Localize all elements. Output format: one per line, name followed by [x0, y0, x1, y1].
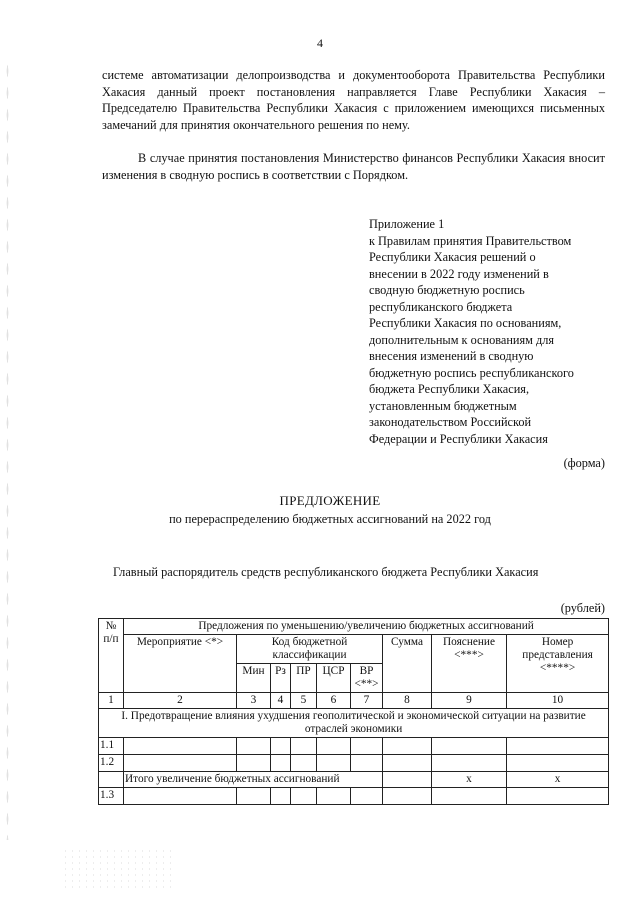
cell: [317, 755, 351, 772]
cell: [271, 755, 291, 772]
table-row: [99, 788, 609, 805]
column-number: 1: [99, 693, 124, 709]
appendix-line: Республики Хакасия по основаниям,: [369, 316, 562, 330]
scan-noise-artifact: [62, 848, 172, 888]
cell: [351, 755, 383, 772]
cell: [124, 738, 237, 755]
appendix-line: Федерации и Республики Хакасия: [369, 431, 548, 446]
total-label: Итого увеличение бюджетных ассигнований: [124, 772, 383, 788]
appendix-line: внесении в 2022 году изменений в: [369, 266, 549, 281]
header-submission: Номер представления <****>: [507, 635, 609, 693]
section-title: I. Предотвращение влияния ухудшения геополитической и экономической ситуации на развитие отраслей экономики: [99, 709, 609, 738]
cell: [507, 738, 609, 755]
column-number: 7: [351, 693, 383, 709]
cell: [99, 772, 124, 788]
column-number-row: [99, 693, 609, 709]
cell: [317, 788, 351, 805]
header-min: Мин: [237, 664, 271, 693]
appendix-line: Приложение 1: [369, 217, 445, 231]
column-number: 2: [124, 693, 237, 709]
row-number: 1.3: [99, 788, 124, 805]
cell: [351, 738, 383, 755]
total-row: [99, 772, 609, 788]
appendix-line: законодательством Российской: [369, 415, 532, 429]
column-number: 5: [291, 693, 317, 709]
form-label: (форма): [563, 456, 605, 470]
header-rz: Рз: [271, 664, 291, 693]
header-event: Мероприятие <*>: [124, 635, 237, 693]
scan-margin-artifact: [6, 60, 9, 840]
header-csr: ЦСР: [317, 664, 351, 693]
cell: [237, 755, 271, 772]
proposal-table: [98, 618, 609, 805]
table-row: [99, 755, 609, 772]
cell: [507, 788, 609, 805]
header-sum: Сумма: [383, 635, 432, 693]
row-number: 1.1: [99, 738, 124, 755]
cell: [432, 788, 507, 805]
header-note: Пояснение <***>: [432, 635, 507, 693]
cell: [383, 755, 432, 772]
row-number: 1.2: [99, 755, 124, 772]
appendix-line: бюджетную роспись республиканского: [369, 365, 574, 380]
header-pr: ПР: [291, 664, 317, 693]
column-number: 8: [383, 693, 432, 709]
header-budget-code: Код бюджетной классификации: [237, 635, 383, 664]
cell: [237, 738, 271, 755]
cell: [383, 738, 432, 755]
cell: [124, 755, 237, 772]
units-label: (рублей): [560, 601, 605, 615]
column-number: 3: [237, 693, 271, 709]
appendix-line: к Правилам принятия Правительством: [369, 233, 572, 248]
column-number: 9: [432, 693, 507, 709]
table-row: [99, 738, 609, 755]
cell: [317, 738, 351, 755]
paragraph-continuation: системе автоматизации делопроизводства и документооборота Правительства Республики Хакасия данный проект постановления направляется Главе Республики Хакасия – Председателю Правительства Республики Хакасия с приложением имеющихся письменных замечаний для принятия окончательного решения по нему.: [102, 68, 605, 132]
appendix-line: установленным бюджетным: [369, 398, 517, 413]
table-header-row: [99, 635, 609, 664]
cell: [432, 738, 507, 755]
column-number: 4: [271, 693, 291, 709]
page-number: 4: [317, 36, 323, 50]
header-num: № п/п: [99, 619, 124, 693]
total-note: x: [432, 772, 507, 788]
appendix-line: бюджета Республики Хакасия,: [369, 382, 530, 396]
cell: [507, 755, 609, 772]
cell: [124, 788, 237, 805]
cell: [291, 738, 317, 755]
cell: [271, 738, 291, 755]
section-row: [99, 709, 609, 738]
cell: [291, 788, 317, 805]
appendix-line: сводную бюджетную роспись: [369, 283, 525, 297]
column-number: 10: [507, 693, 609, 709]
appendix-line: Республики Хакасия решений о: [369, 250, 536, 264]
appendix-header: [369, 216, 609, 447]
cell: [291, 755, 317, 772]
column-number: 6: [317, 693, 351, 709]
main-distributor-line: Главный распорядитель средств республиканского бюджета Республики Хакасия: [113, 565, 539, 579]
header-proposals: Предложения по уменьшению/увеличению бюджетных ассигнований: [124, 619, 609, 635]
cell: [271, 788, 291, 805]
appendix-line: дополнительным к основаниям для: [369, 332, 555, 347]
document-title: ПРЕДЛОЖЕНИЕ: [279, 493, 381, 508]
total-submission: x: [507, 772, 609, 788]
appendix-line: внесения изменений в сводную: [369, 349, 534, 363]
cell: [432, 755, 507, 772]
header-vr: ВР <**>: [351, 664, 383, 693]
cell: [383, 772, 432, 788]
cell: [351, 788, 383, 805]
paragraph-ministry: В случае принятия постановления Министерство финансов Республики Хакасия вносит изменения в сводную роспись в соответствии с Порядком.: [102, 151, 605, 182]
cell: [237, 788, 271, 805]
cell: [383, 788, 432, 805]
appendix-line: республиканского бюджета: [369, 299, 513, 314]
table-header-row: [99, 619, 609, 635]
document-subtitle: по перераспределению бюджетных ассигнований на 2022 год: [169, 512, 491, 526]
